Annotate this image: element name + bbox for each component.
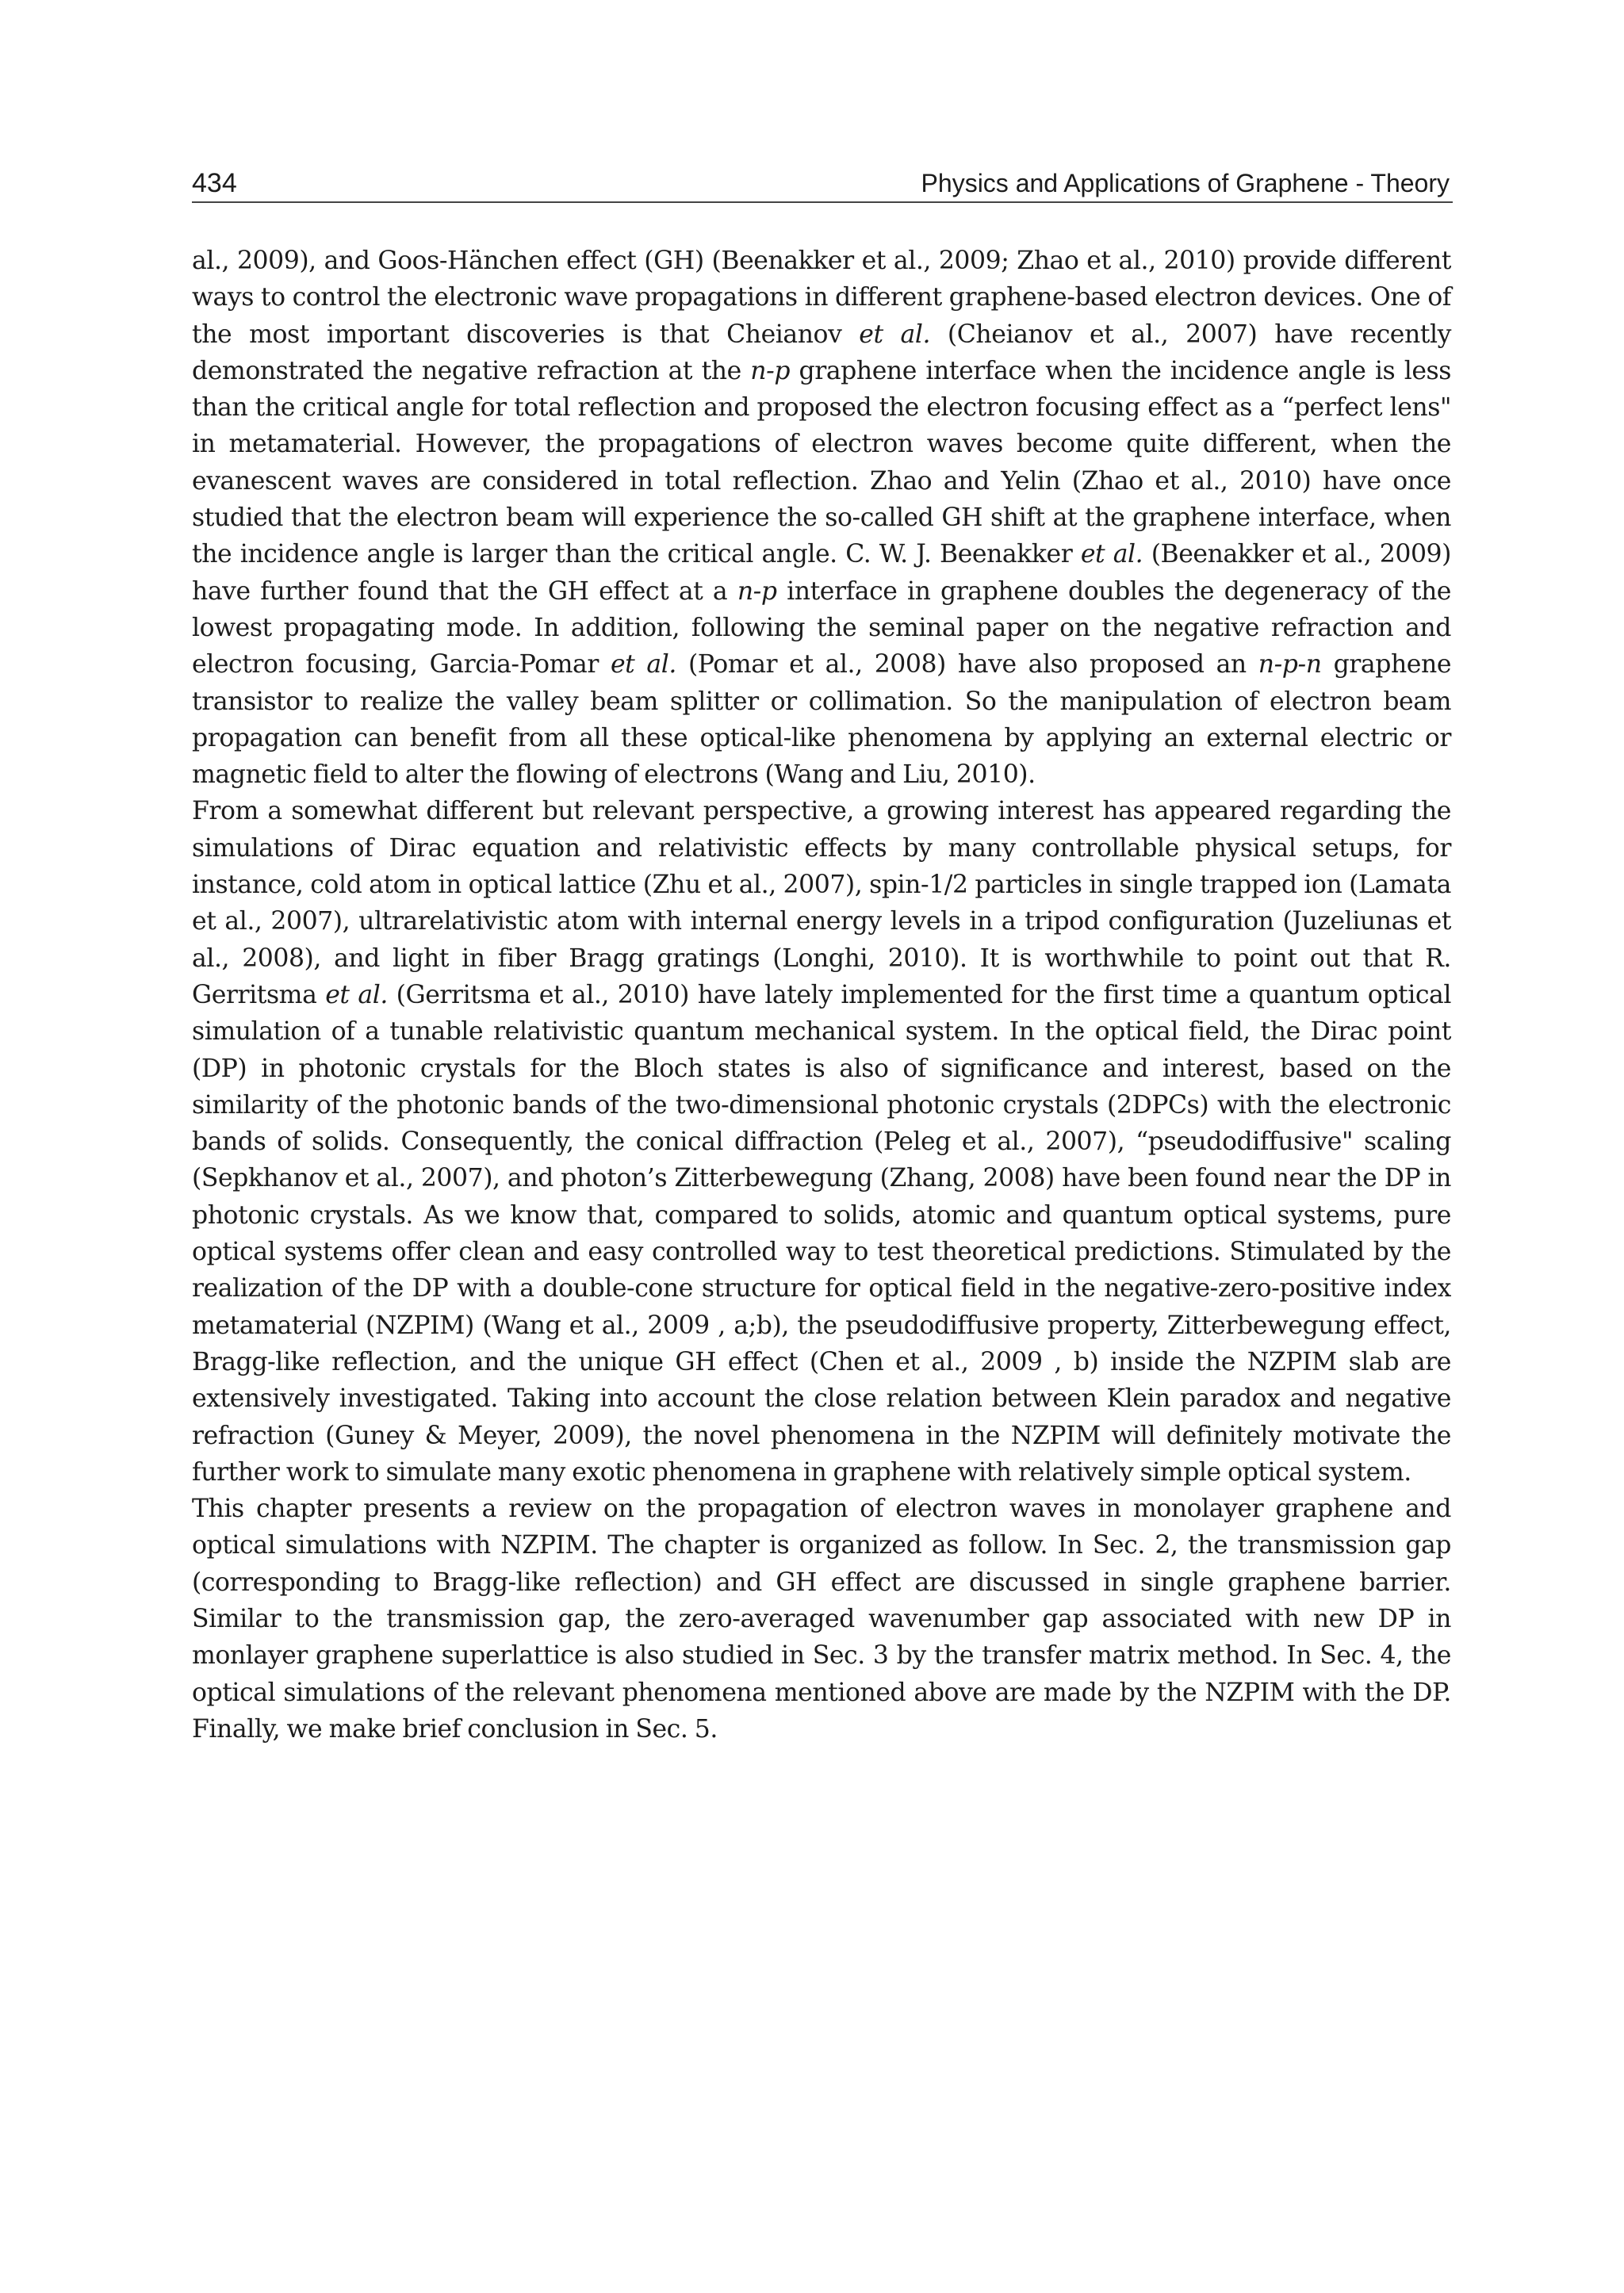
italic-term: n-p: [750, 356, 791, 385]
body-text: [192, 243, 1451, 1748]
page-number: 434: [192, 168, 237, 198]
text-segment: (Cheianov et al., 2007) have recently demonstrated the negative refraction at the: [192, 320, 1451, 385]
text-segment: (Beenakker et al., 2009) have further found that the GH effect at a: [192, 540, 1451, 606]
italic-term: n-p: [737, 576, 777, 606]
italic-term: et al.: [610, 650, 676, 679]
italic-term: n-p-n: [1258, 650, 1322, 679]
text-segment: (Gerritsma et al., 2010) have lately implemented for the first time a quantum optical simulation of a tunable relativistic quantum mechanical system. In the optical field, the Dirac point (DP) in photonic crystals for the Bloch states is also of significance and interest, based on the similarity of the photonic bands of the two-dimensional photonic crystals (2DPCs) with the electronic bands of solids. Consequently, the conical diffraction (Peleg et al., 2007), “pseudodiffusive" scaling (Sepkhanov et al., 2007), and photon’s Zitterbewegung (Zhang, 2008) have been found near the DP in photonic crystals. As we know that, compared to solids, atomic and quantum optical systems, pure optical systems offer clean and easy controlled way to test theoretical predictions. Stimulated by the realization of the DP with a double-cone structure for optical field in the negative-zero-positive index metamaterial (NZPIM) (Wang et al., 2009 , a;b), the pseudodiffusive property, Zitterbewegung effect, Bragg-like reflection, and the unique GH effect (Chen et al., 2009 , b) inside the NZPIM slab are extensively investigated. Taking into account the close relation between Klein paradox and negative refraction (Guney & Meyer, 2009), the novel phenomena in the NZPIM will definitely motivate the further work to simulate many exotic phenomena in graphene with relatively simple optical system.: [192, 980, 1452, 1487]
italic-term: et al.: [1080, 540, 1143, 569]
text-segment: This chapter presents a review on the propagation of electron waves in monolayer graphene and optical simulations with NZPIM. The chapter is organized as follow. In Sec. 2, the transmission gap (corresponding to Bragg-like reflection) and GH effect are discussed in single graphene barrier. Similar to the transmission gap, the zero-averaged wavenumber gap associated with new DP in monlayer graphene superlattice is also studied in Sec. 3 by the transfer matrix method. In Sec. 4, the optical simulations of the relevant phenomena mentioned above are made by the NZPIM with the DP. Finally, we make brief conclusion in Sec. 5.: [192, 1495, 1451, 1744]
text-segment: interface in graphene doubles the degeneracy of the lowest propagating mode. In addition, following the seminal paper on the negative refraction and electron focusing, Garcia-Pomar: [192, 576, 1451, 679]
running-title: Physics and Applications of Graphene - Theory: [921, 169, 1450, 197]
paragraph-simulations: [192, 793, 1451, 1491]
text-segment: graphene interface when the incidence angle is less than the critical angle for total reflection and proposed the electron focusing effect as a “perfect lens" in metamaterial. However, the propagations of electron waves become quite different, when the evanescent waves are considered in total reflection. Zhao and Yelin (Zhao et al., 2010) have once studied that the electron beam will experience the so-called GH shift at the graphene interface, when the incidence angle is larger than the critical angle. C. W. J. Beenakker: [192, 356, 1451, 569]
text-segment: From a somewhat different but relevant perspective, a growing interest has appeared regarding the simulations of Dirac equation and relativistic effects by many controllable physical setups, for instance, cold atom in optical lattice (Zhu et al., 2007), spin-1/2 particles in single trapped ion (Lamata et al., 2007), ultrarelativistic atom with internal energy levels in a tripod configuration (Juzeliunas et al., 2008), and light in fiber Bragg gratings (Longhi, 2010). It is worthwhile to point out that R. Gerritsma: [192, 797, 1451, 1009]
page-header: [192, 163, 1453, 203]
paragraph-intro-continued: [192, 243, 1451, 793]
text-segment: graphene transistor to realize the valley beam splitter or collimation. So the manipulation of electron beam propagation can benefit from all these optical-like phenomena by applying an external electric or magnetic field to alter the flowing of electrons (Wang and Liu, 2010).: [192, 650, 1452, 790]
paragraph-chapter-outline: [192, 1491, 1451, 1748]
text-segment: al., 2009), and Goos-Hänchen effect (GH) (Beenakker et al., 2009; Zhao et al., 2010) provide different ways to control the electronic wave propagations in different graphene-based electron devices. One of the most important discoveries is that Cheianov: [192, 247, 1451, 349]
text-segment: (Pomar et al., 2008) have also proposed an: [676, 650, 1258, 679]
italic-term: et al.: [859, 320, 931, 349]
italic-term: et al.: [325, 980, 388, 1009]
